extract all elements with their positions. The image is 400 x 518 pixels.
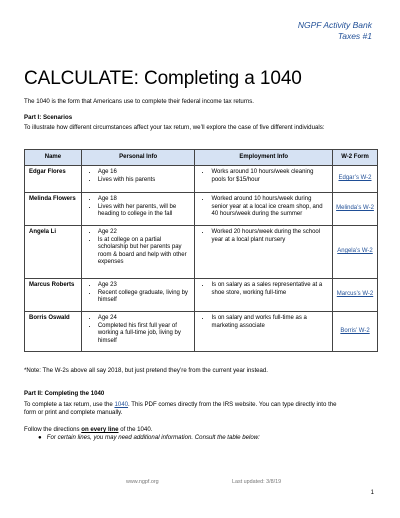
list-item: • Age 22	[98, 229, 192, 237]
col-header-w2-form: W-2 Form	[333, 150, 378, 166]
header-line-activity-bank: NGPF Activity Bank	[297, 20, 372, 30]
list-item: • Age 18	[98, 196, 192, 204]
row-w2-cell	[333, 166, 378, 193]
row-name: Edgar Flores	[25, 166, 82, 193]
part2-line2: form or print and complete manually.	[24, 409, 123, 416]
row-employment-info	[195, 279, 333, 312]
w2-link-marcus[interactable]: Marcus’s W-2	[336, 291, 374, 298]
row-personal-info	[81, 193, 195, 226]
form-1040-link[interactable]: 1040	[114, 401, 129, 408]
instruction-bullet	[38, 434, 260, 442]
row-w2-cell	[333, 226, 378, 279]
row-w2-cell	[333, 312, 378, 352]
row-name: Borris Oswald	[25, 312, 82, 352]
col-header-personal-info: Personal Info	[81, 150, 195, 166]
table-row	[25, 312, 378, 352]
list-item: • Worked 20 hours/week during the school year at a local plant nursery	[211, 229, 329, 244]
table-row	[25, 279, 378, 312]
list-item: • Age 16	[98, 169, 192, 177]
col-header-employment-info: Employment Info	[195, 150, 333, 166]
row-name: Marcus Roberts	[25, 279, 82, 312]
follow-emphasis: on every line	[81, 426, 119, 433]
row-name: Angela Li	[25, 226, 82, 279]
row-employment-info	[195, 193, 333, 226]
w2-note: *Note: The W-2s above all say 2018, but just pretend they’re from the current year instead.	[24, 367, 268, 374]
follow-text: Follow the directions	[24, 426, 82, 433]
row-personal-info	[81, 312, 195, 352]
follow-text: of the 1040.	[118, 426, 153, 433]
w2-link-borris[interactable]: Borris’ W-2	[340, 327, 370, 334]
row-employment-info	[195, 312, 333, 352]
w2-link-melinda[interactable]: Melinda’s W-2	[336, 205, 374, 212]
row-employment-info	[195, 166, 333, 193]
table-row	[25, 193, 378, 226]
scenarios-table	[24, 149, 378, 352]
row-w2-cell	[333, 193, 378, 226]
list-item: • Age 23	[98, 282, 192, 290]
part2-text: . This PDF comes directly from the IRS website. You can type directly into the	[128, 401, 337, 408]
follow-directions	[24, 426, 152, 434]
part2-text: To complete a tax return, use the	[24, 401, 115, 408]
header-line-topic: Taxes #1	[337, 31, 372, 41]
list-item: • Age 24	[98, 315, 192, 323]
list-item: • Is on salary as a sales representative at a shoe store, working full-time	[211, 282, 329, 297]
page-number: 1	[370, 490, 374, 496]
table-row	[25, 226, 378, 279]
list-item: • Is on salary and works full-time as a marketing associate	[211, 315, 329, 330]
page-title: CALCULATE: Completing a 1040	[24, 68, 302, 89]
part1-heading: Part I: Scenarios	[24, 114, 73, 121]
list-item: • Worked around 10 hours/week during senior year at a local ice cream shop, and 40 hours/week during the summer	[211, 196, 329, 219]
table-header-row	[25, 150, 378, 166]
part2-heading: Part II: Completing the 1040	[24, 390, 105, 397]
list-item: • Completed his first full year of working a full-time job, living by himself	[98, 323, 192, 346]
row-personal-info	[81, 226, 195, 279]
list-item: • Is at college on a partial scholarship but her parents pay room & board and help with other expenses	[98, 237, 192, 267]
list-item: • Lives with his parents	[98, 177, 192, 185]
intro-text: The 1040 is the form that Americans use to complete their federal income tax returns.	[24, 98, 254, 105]
list-item: • Works around 10 hours/week cleaning pools for $15/hour	[211, 169, 329, 184]
w2-link-angela[interactable]: Angela’s W-2	[337, 248, 373, 255]
part1-text: To illustrate how different circumstances affect your tax return, we’ll explore the case of five different individuals:	[24, 124, 325, 131]
w2-link-edgar[interactable]: Edgar’s W-2	[338, 175, 372, 182]
list-item: • Recent college graduate, living by himself	[98, 290, 192, 305]
row-name: Melinda Flowers	[25, 193, 82, 226]
col-header-name: Name	[25, 150, 82, 166]
bullet-text: For certain lines, you may need additional information. Consult the table below:	[46, 434, 260, 441]
table-row	[25, 166, 378, 193]
list-item: • Lives with her parents, will be heading to college in the fall	[98, 204, 192, 219]
footer-updated: Last updated: 3/8/19	[232, 479, 282, 485]
row-personal-info	[81, 166, 195, 193]
row-employment-info	[195, 226, 333, 279]
row-personal-info	[81, 279, 195, 312]
part2-line1	[24, 401, 337, 409]
bullet-dot: ●	[38, 434, 47, 441]
row-w2-cell	[333, 279, 378, 312]
footer-site: www.ngpf.org	[126, 479, 159, 485]
page-header	[298, 20, 372, 42]
